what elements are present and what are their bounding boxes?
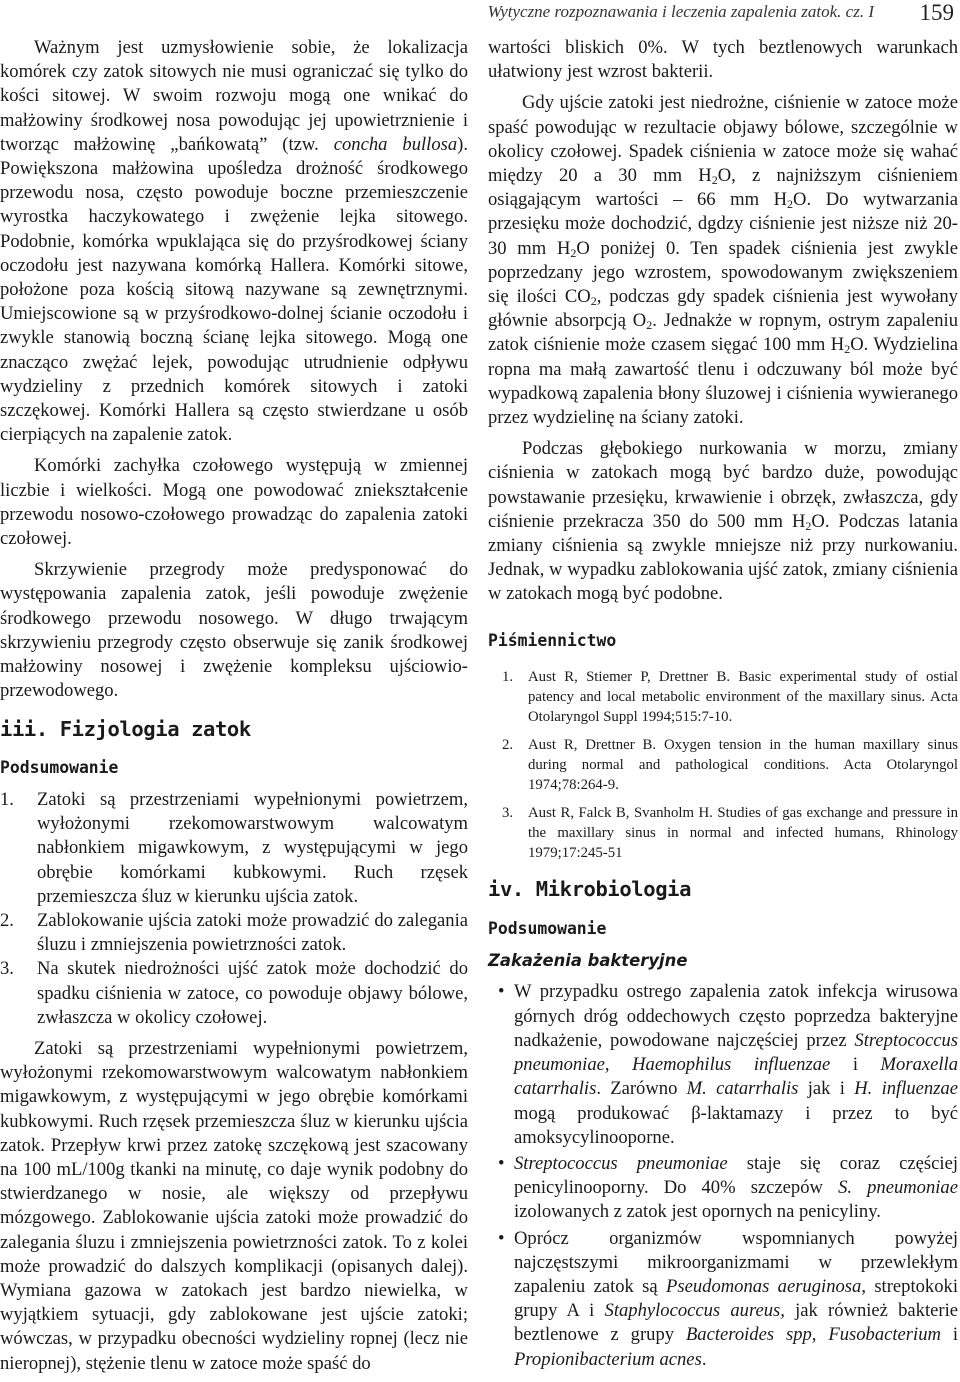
paragraph-frontal-recess: Komórki zachyłka czołowego występują w zmiennej liczbie i wielkości. Mogą one powodować zniekształcenie przewodu nosowo-czołowego prowadząc do zapalenia zatoki czołowej.	[0, 455, 468, 550]
right-column	[488, 36, 958, 1374]
paragraph-pressure: Gdy ujście zatoki jest niedrożne, ciśnienie w zatoce może spaść powodując w rezultacie objawy bólowe, szczególnie w okolicy czołowej. Spadek ciśnienia w zatoce może się wahać między 20 a 30 mm $H_2O$, z najniższym ciśnieniem osiągającym wartości – 66 mm $H_2O$. Do wytwarzania przesięku może dochodzić, dgdzy ciśnienie jest niższe niż 20-30 mm $H_2O$ poniżej 0. Ten spadek ciśnienia jest zwykle poprzedzany jego wzrostem, spowodowanym zwiększeniem się ilości $CO_2$, podczas gdy spadek ciśnienia jest wywołany głównie absorpcją $O_2$. Jednakże w ropnym, ostrym zapaleniu zatok ciśnienie może czasem sięgać 100 mm $H_2O$. Wydzielina ropna ma małą zawartość tlenu i odczuwany ból może być wypadkową zapalenia błony śluzowej i ciśnienia wywieranego przez wydzielinę na ściany zatoki.	[488, 92, 958, 429]
list-item: • Streptococcus pneumoniae staje się coraz częściej penicylinooporny. Do 40% szczepów S. pneumoniae izolowanych z zatok jest opornych na penicyliny.	[488, 1152, 958, 1225]
references-heading: Piśmiennictwo	[488, 630, 617, 650]
reference-item: 2. Aust R, Drettner B. Oxygen tension in the human maxillary sinus during normal and pathological conditions. Acta Otolaryngol 1974;78:264-9.	[502, 736, 958, 793]
page-header	[0, 0, 960, 26]
list-item: • Oprócz organizmów wspomnianych powyżej najczęstszymi mikroorganizmami w przewlekłym zapaleniu zatok są Pseudomonas aeruginosa, streptokoki grupy A i Staphylococcus aureus, jak również bakterie beztlenowe z grupy Bacteroides spp, Fusobacterium i Propionibacterium acnes.	[488, 1227, 958, 1372]
bullet-list	[488, 980, 958, 1371]
reference-item: 3. Aust R, Falck B, Svanholm H. Studies of gas exchange and pressure in the maxillary sinus in normal and infected humans, Rhinology 1979;17:245-51	[502, 804, 958, 861]
list-item: 3. Na skutek niedrożności ujść zatok może dochodzić do spadku ciśnienia w zatoce, co powoduje objawy bólowe, zwłaszcza w okolicy czołowej.	[0, 958, 468, 1028]
summary-heading: Podsumowanie	[0, 757, 119, 777]
left-column	[0, 36, 468, 1376]
paragraph-physiology: Zatoki są przestrzeniami wypełnionymi powietrzem, wyłożonymi rzekomowarstwowym walcowatym nabłonkiem migawkowym, z występującymi w jego obrębie komórkami kubkowymi. Ruch rzęsek przemieszcza śluz w kierunku ujścia zatok. Przepływ krwi przez zatokę szczękową jest szacowany na 100 mL/100g tkanki na minutę, co daje wynik podobny do stwierdzanego w nosie, ale większy od przepływu mózgowego. Zablokowanie ujścia zatoki może prowadzić do zalegania śluzu i zmniejszenia powietrzności zatok. To z kolei może prowadzić do dalszych komplikacji (opisanych dalej). Wymiana gazowa w zatokach jest bardzo niewielka, w wyjątkiem sytuacji, gdy zablokowane jest ujście zatoki; wówczas, w przypadku obecności wydzieliny ropnej (lecz nie nieropnej), stężenie tlenu w zatoce może spaść do	[0, 1037, 468, 1374]
list-item: 2. Zablokowanie ujścia zatoki może prowadzić do zalegania śluzu i zmniejszenia powietrzności zatok.	[0, 909, 468, 956]
paragraph-anatomy: Ważnym jest uzmysłowienie sobie, że lokalizacja komórek czy zatok sitowych nie musi ograniczać się tylko do kości sitowej. W swoim rozwoju mogą one wnikać do małżowiny środkowej nosa powodując jej upowietrznienie i tworząc małżowinę „bańkowatą” (tzw. concha bullosa). Powiększona małżowina upośledza drożność środkowego przewodu nosa, często powoduje boczne przemieszczenie wyrostka haczykowatego i zwężenie lejka sitowego. Podobnie, komórka wpuklająca się do przyśrodkowej ściany oczodołu jest nazywana komórką Hallera. Komórki sitowe, położone poza kością sitową nazywane są zewnętrznymi. Umiejscowione są w przyśrodkowo-dolnej ścianie oczodołu i zwykle stanowią boczną ścianę lejka sitowego. Mogą one znacząco zwężać lejek, powodując utrudnienie odpływu wydzieliny z przednich komórek sitowych i zatoki szczękowej. Komórki Hallera są często stwierdzane u osób cierpiących na zapalenie zatok.	[0, 37, 468, 446]
paragraph-diving: Podczas głębokiego nurkowania w morzu, zmiany ciśnienia w zatokach mogą być bardzo duże, powodując powstawanie przesięku, krwawienie i obrzęk, zwłaszcza, gdy ciśnienie przekracza 350 do 500 mm $H_2O$. Podczas latania zmiany ciśnienia są zwykle mniejsze niż przy nurkowaniu. Jednak, w wypadku zablokowania ujść zatok, zmiany ciśnienia w zatokach mogą być podobne.	[488, 438, 958, 605]
paragraph-continuation: wartości bliskich 0%. W tych beztlenowych warunkach ułatwiony jest wzrost bakterii.	[488, 37, 958, 83]
summary-list	[0, 788, 468, 1030]
list-item: • W przypadku ostrego zapalenia zatok infekcja wirusowa górnych dróg oddechowych często poprzedza bakteryjne nadkażenie, powodowane najczęściej przez Streptococcus pneumoniae, Haemophilus influenzae i Moraxella catarrhalis. Zarówno M. catarrhalis jak i H. influenzae mogą produkować β-laktamazy i przez to być amoksycylinooporne.	[488, 980, 958, 1149]
paragraph-septum: Skrzywienie przegrody może predysponować do występowania zapalenia zatok, jeśli powoduje zwężenie środkowego przewodu nosowego. W długo trwającym skrzywieniu przegrody często obserwuje się zanik środkowej małżowiny nosowej i zwężenie kompleksu ujściowio-przewodowego.	[0, 559, 468, 702]
section-title-physiology: iii. Fizjologia zatok	[0, 717, 251, 742]
references-list	[488, 667, 958, 863]
bacterial-infections-heading: Zakażenia bakteryjne	[488, 951, 688, 971]
term-concha-bullosa: concha bullosa	[333, 133, 458, 155]
list-item: 1. Zatoki są przestrzeniami wypełnionymi powietrzem, wyłożonymi rzekomowarstwowym walcowatym nabłonkiem migawkowym, z występującymi w jego obrębie komórkami kubkowymi. Ruch rzęsek przemieszcza śluz w kierunku ujścia zatok.	[0, 788, 468, 907]
reference-item: 1. Aust R, Stiemer P, Drettner B. Basic experimental study of ostial patency and local metabolic environment of the maxillary sinus. Acta Otolaryngol Suppl 1994;515:7-10.	[502, 668, 958, 725]
section-title-microbiology: iv. Mikrobiologia	[488, 876, 692, 901]
running-title: Wytyczne rozpoznawania i leczenia zapalenia zatok. cz. I	[487, 2, 874, 21]
bullet-icon: •	[498, 1227, 505, 1249]
bullet-icon: •	[498, 981, 505, 1003]
summary-heading-2: Podsumowanie	[488, 919, 607, 939]
page-number: 159	[919, 0, 954, 25]
bullet-icon: •	[498, 1152, 505, 1174]
